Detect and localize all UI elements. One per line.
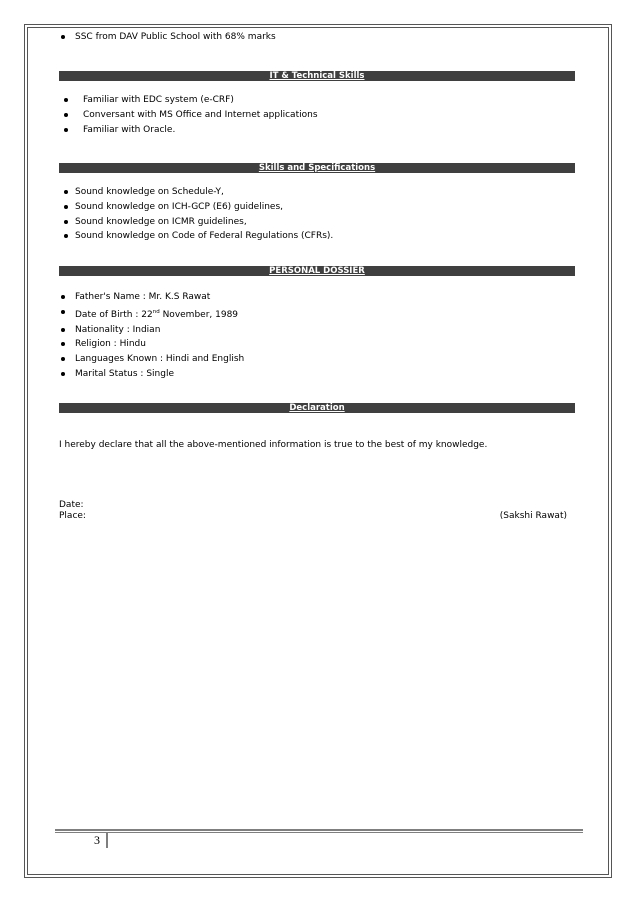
bullet-icon: [64, 98, 68, 102]
skills-specs-list: [59, 185, 333, 244]
list-item: Familiar with EDC system (e-CRF): [59, 93, 318, 108]
list-item: Languages Known : Hindi and English: [59, 352, 244, 367]
place-label: Place:: [59, 511, 86, 521]
bullet-icon: [64, 190, 68, 194]
list-item: Sound knowledge on Code of Federal Regulations (CFRs).: [59, 229, 333, 244]
education-list: [59, 30, 276, 45]
bullet-icon: [61, 35, 65, 39]
bullet-icon: [61, 295, 65, 299]
section-heading-it-skills: IT & Technical Skills: [59, 71, 575, 81]
page-number-separator: [106, 832, 108, 848]
list-item: Conversant with MS Office and Internet applications: [59, 108, 318, 123]
bullet-icon: [64, 205, 68, 209]
section-heading-declaration: Declaration: [59, 403, 575, 413]
list-item: Sound knowledge on ICMR guidelines,: [59, 215, 333, 230]
bullet-icon: [61, 310, 65, 314]
bullet-icon: [64, 113, 68, 117]
list-item: Sound knowledge on Schedule-Y,: [59, 185, 333, 200]
footer-rule-thin: [55, 832, 583, 833]
bullet-icon: [64, 220, 68, 224]
it-skills-list: [59, 93, 318, 137]
list-item: Nationality : Indian: [59, 323, 244, 338]
signature-name: (Sakshi Rawat): [499, 511, 567, 521]
declaration-text: I hereby declare that all the above-mentioned information is true to the best of my knowledge.: [59, 440, 488, 450]
bullet-icon: [64, 128, 68, 132]
bullet-icon: [61, 372, 65, 376]
list-item: Father's Name : Mr. K.S Rawat: [59, 290, 244, 305]
date-label: Date:: [59, 500, 84, 510]
bullet-icon: [61, 342, 65, 346]
bullet-icon: [61, 328, 65, 332]
list-item: SSC from DAV Public School with 68% marks: [59, 30, 276, 45]
list-item: Sound knowledge on ICH-GCP (E6) guidelines,: [59, 200, 333, 215]
page-number: 3: [94, 833, 100, 847]
page-border-inner: [27, 27, 609, 875]
list-item: Religion : Hindu: [59, 337, 244, 352]
list-item: Familiar with Oracle.: [59, 123, 318, 138]
bullet-icon: [64, 234, 68, 238]
bullet-icon: [61, 357, 65, 361]
section-heading-personal-dossier: PERSONAL DOSSIER: [59, 266, 575, 276]
personal-dossier-list: [59, 290, 244, 382]
list-item: Marital Status : Single: [59, 367, 244, 382]
footer-rule: [55, 829, 583, 831]
list-item: Date of Birth : 22nd November, 1989: [59, 305, 244, 323]
section-heading-skills-specs: Skills and Specifications: [59, 163, 575, 173]
